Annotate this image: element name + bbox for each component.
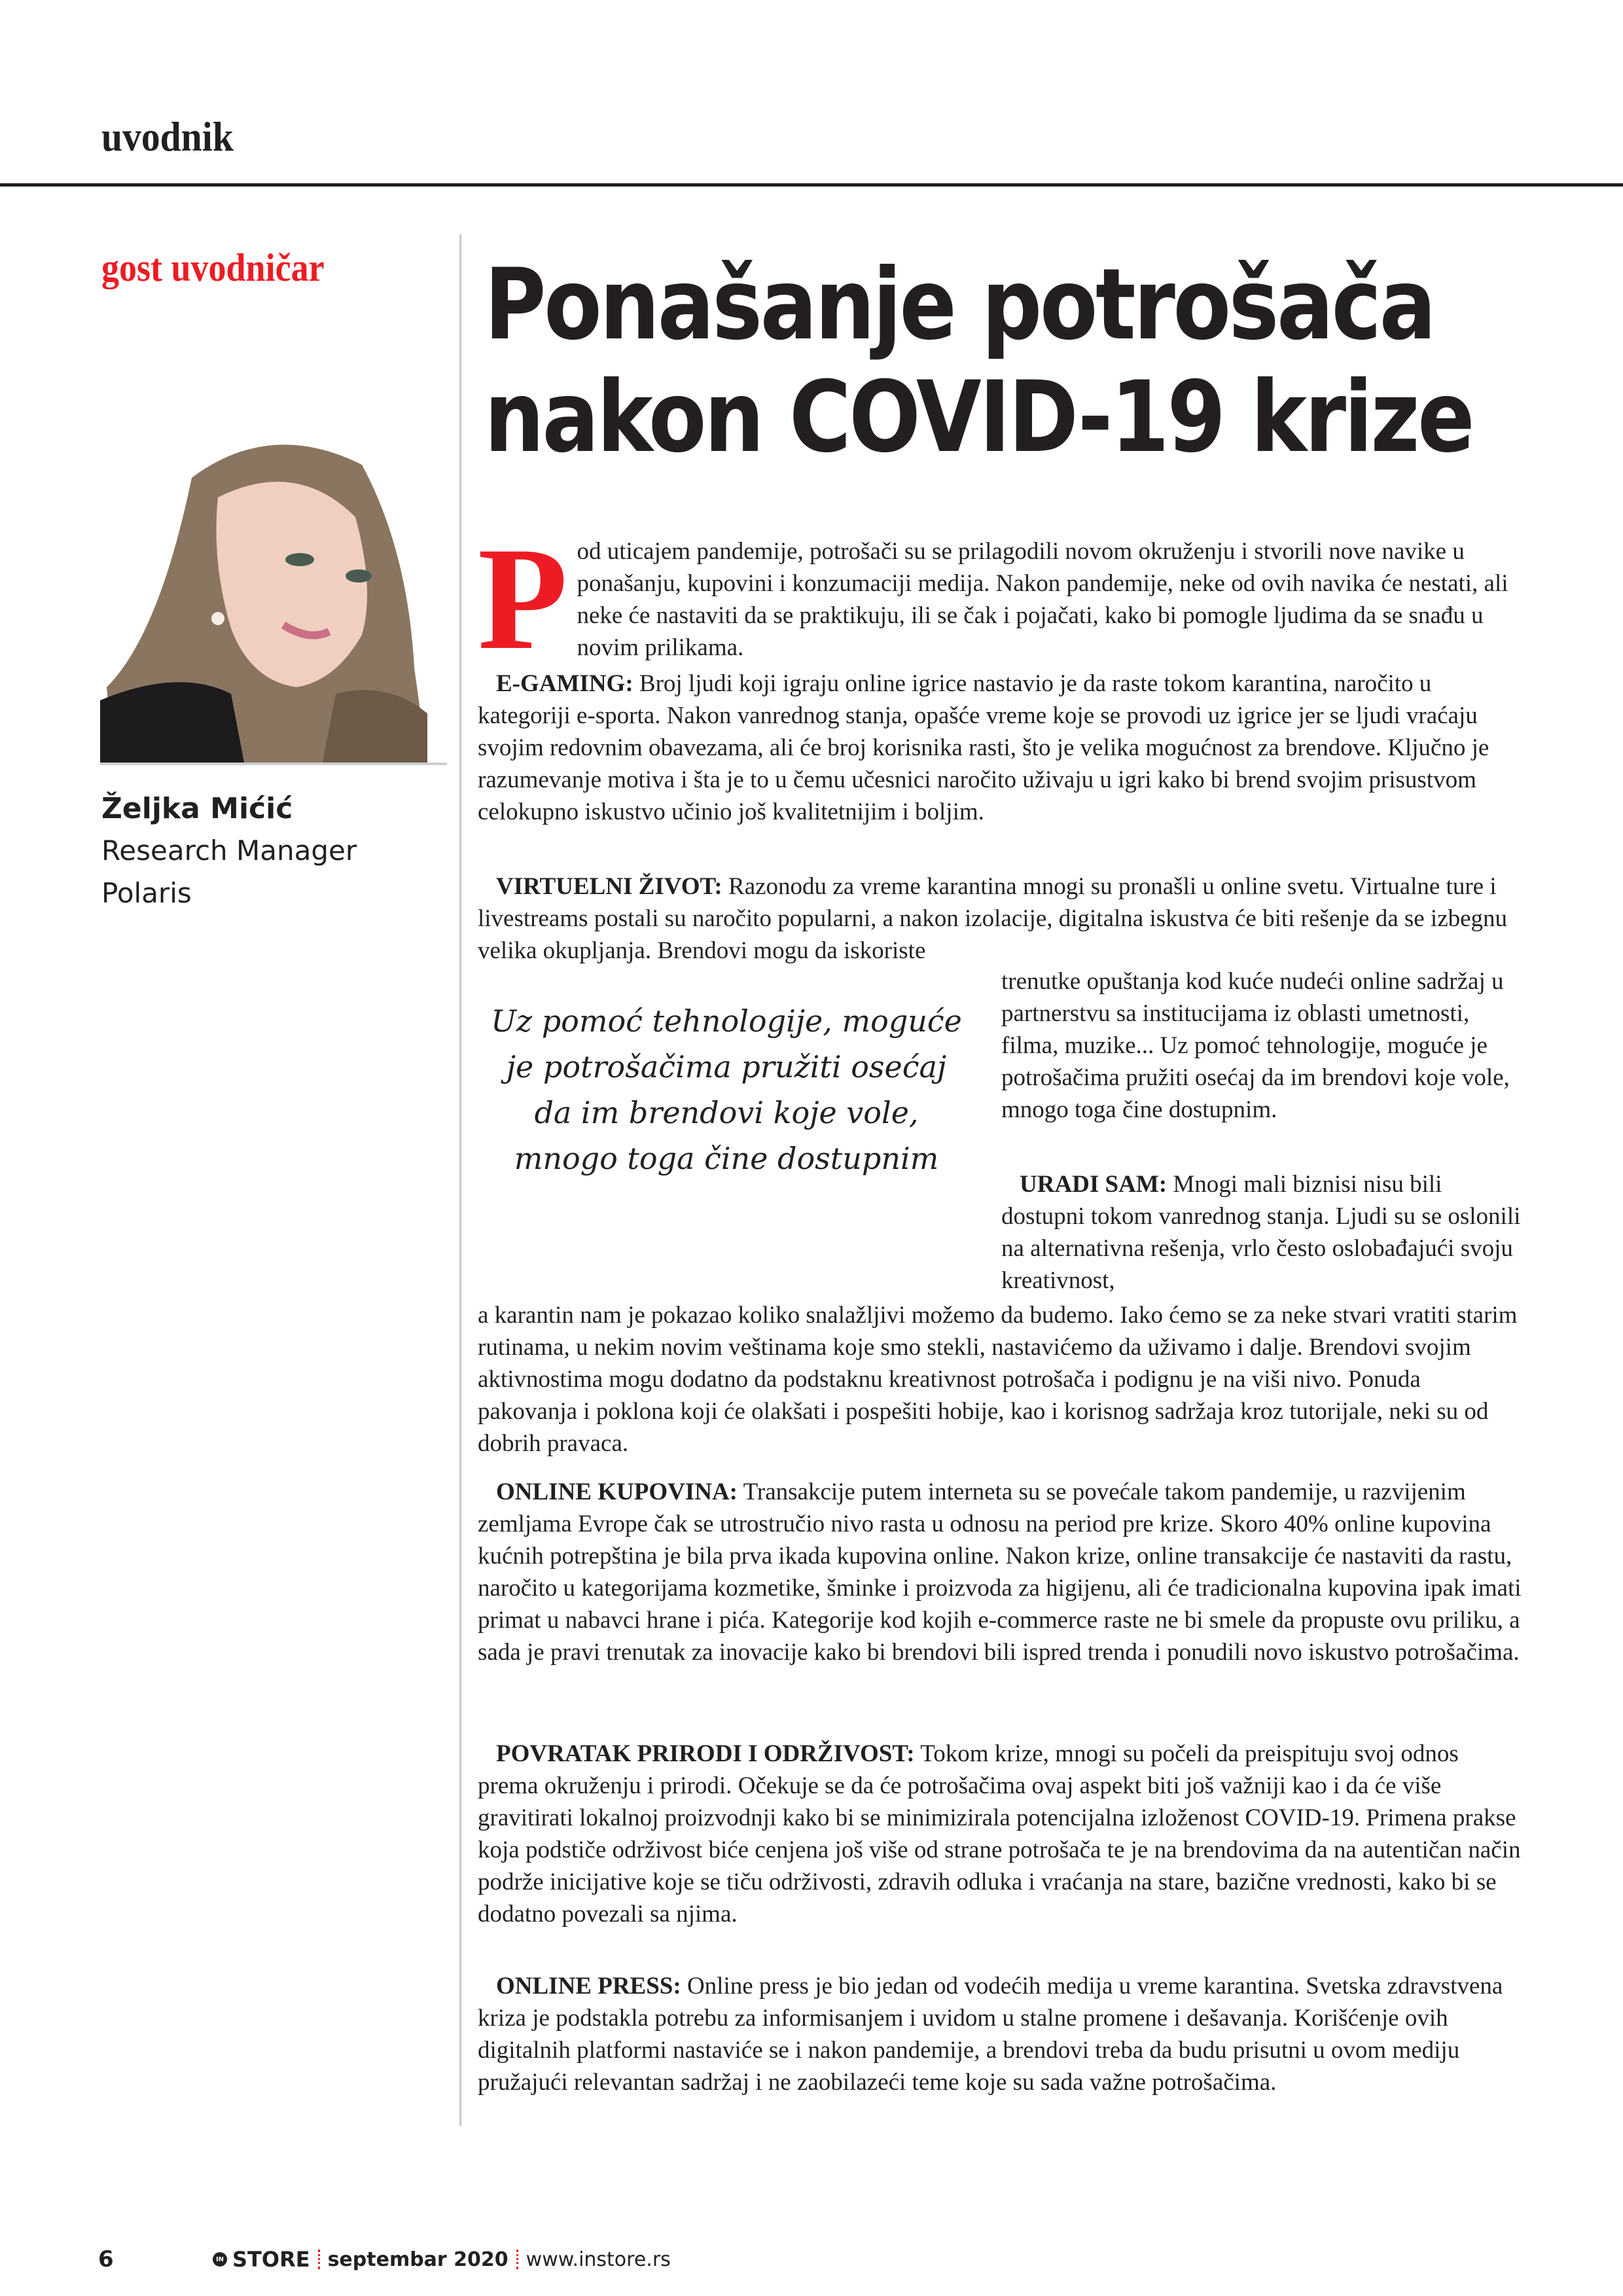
section-text: Mnogi mali biznisi nisu bili dostupni tokom vanrednog stanja. Ljudi su se oslonili na alternativna rešenja, vrlo često oslobađajući svoju kreativnost, [1001,1171,1521,1294]
portrait-image [100,419,447,762]
section-povratak-prirodi [478,1738,1525,1930]
pull-quote: Uz pomoć tehnologije, moguće je potrošačima pružiti osećaj da im brendovi koje vole, mnogo toga čine dostupnim [491,1003,962,1176]
section-virtuelni-zivot-continued: trenutke opuštanja kod kuće nudeći online sadržaj u partnerstvu sa institucijama iz oblasti umetnosti, filma, muzike... Uz pomoć tehnologije, moguće je potrošačima pružiti osećaj da im brendovi koje vole, mnogo toga čine dostupnim. [1001,968,1510,1123]
footer-separator [318,2250,320,2269]
drop-cap: P [478,516,568,680]
section-heading: POVRATAK PRIRODI I ODRŽIVOST: [496,1740,915,1767]
section-text: Online press je bio jedan od vodećih medija u vreme karantina. Svetska zdravstvena kriza je podstakla potrebu za informisanjem i uvidom u stalne promene i dešavanja. Korišćenje ovih digitalnih platformi nastaviće se i nakon pandemije, a brendovi treba da budu prisutni u ovom mediju pružajući relevantan sadržaj i ne zaobilazeći teme koje su sada važne potrošačima. [478,1973,1503,2096]
title-line-1: Ponašanje potrošača [484,248,1435,362]
guest-editor-label: gost uvodničar [101,246,325,289]
issue-date: septembar 2020 [327,2248,508,2271]
section-heading: E-GAMING: [496,670,633,697]
section-uradi-sam [1001,1168,1525,1297]
section-heading: VIRTUELNI ŽIVOT: [496,873,722,900]
section-e-gaming [478,668,1525,828]
section-text: Transakcije putem interneta su se povećale takom pandemije, u razvijenim zemljama Evrope čak se utrostručio nivo rasta u odnosu na period pre krize. Skoro 40% online kupovina kućnih potrepština je bila prva ikada kupovina online. Nakon krize, online transakcije će nastaviti da rastu, naročito u kategorijama kozmetike, šminke i proizvoda za higijenu, ali će tradicionalna kupovina ipak imati primat u nabavci hrane i pića. Kategorije kod kojih e-commerce raste ne bi smele da propuste ovu priliku, a sada je pravi trenutak za inovacije kako bi brendovi bili ispred trenda i ponudili novo iskustvo potrošačima. [478,1479,1522,1666]
column-divider [459,234,461,2126]
brand-name: STORE [232,2247,310,2272]
section-online-kupovina [478,1476,1525,1668]
author-company: Polaris [101,877,192,909]
intro-paragraph [478,516,1525,680]
section-heading: URADI SAM: [1020,1171,1168,1198]
page-number: 6 [98,2246,114,2272]
header-rule [0,183,1623,187]
author-photo [100,419,447,765]
article-title [484,248,1473,475]
section-text: Tokom krize, mnogi su počeli da preispituju svoj odnos prema okruženju i prirodi. Očekuje se da će potrošačima ovaj aspekt biti još važniji kao i da će više gravitirati lokalnoj proizvodnji kako bi se minimizirala potencijalna izloženost COVID-19. Primena prakse koja podstiče održivost biće cenjena još više od strane potrošača te je na brendovima da na autentičan način podrže inicijative koje se tiču održivosti, zdravih odluka i vraćanja na stare, bazične vrednosti, kako bi se dodatno povezali sa njima. [478,1740,1521,1928]
section-text: Broj ljudi koji igraju online igrice nastavio je da raste tokom karantina, naročito u kategoriji e-sporta. Nakon vanrednog stanja, opašće vreme koje se provodi uz igrice jer se ljudi vraćaju svojim redovnim obavezama, ali će broj korisnika rasti, što je velika mogućnost za brendove. Ključno je razumevanje motiva i šta je to u čemu učesnici naročito uživaju u igri kako bi brend svojim prisustvom celokupno iskustvo učinio još kvalitetnijim i boljim. [478,670,1489,825]
page-footer [98,2246,671,2272]
section-uradi-sam-continued: a karantin nam je pokazao koliko snalažljivi možemo da budemo. Iako ćemo se za neke stvari vratiti starim rutinama, u nekim novim veštinama koje smo stekli, nastavićemo da uživamo i dalje. Brendovi svojim aktivnostima mogu dodatno da podstaknu kreativnost potrošača i podignu je na viši nivo. Ponuda pakovanja i poklona koji će olakšati i pospešiti hobije, kao i korisnog sadržaja kroz tutorijale, neki su od dobrih pravaca. [478,1302,1518,1457]
website-link[interactable]: www.instore.rs [526,2248,671,2271]
section-text: Razonodu za vreme karantina mnogi su pronašli u online svetu. Virtualne ture i livestreams postali su naročito popularni, a nakon izolacije, digitalna iskustva će biti rešenje da se izbegnu velika okupljanja. Brendovi mogu da iskoriste [478,873,1508,964]
author-name: Željka Mićić [101,792,293,825]
intro-text: od uticajem pandemije, potrošači su se prilagodili novom okruženju i stvorili nove navike u ponašanju, kupovini i konzumaciji medija. Nakon pandemije, neke od ovih navika će nestati, ali neke će nastaviti da se praktikuju, ili se čak i pojačati, kako bi pomogle ljudima da se snađu u novim prilikama. [577,538,1508,661]
section-online-press [478,1970,1525,2098]
section-heading: ONLINE KUPOVINA: [496,1479,738,1505]
section-heading: ONLINE PRESS: [496,1973,681,2000]
footer-separator [516,2250,518,2269]
author-role: Research Manager [101,834,357,867]
title-line-2: nakon COVID-19 krize [484,361,1473,475]
section-label: uvodnik [101,113,234,160]
instore-logo-icon: IN [213,2252,227,2267]
section-virtuelni-zivot [478,870,1525,967]
